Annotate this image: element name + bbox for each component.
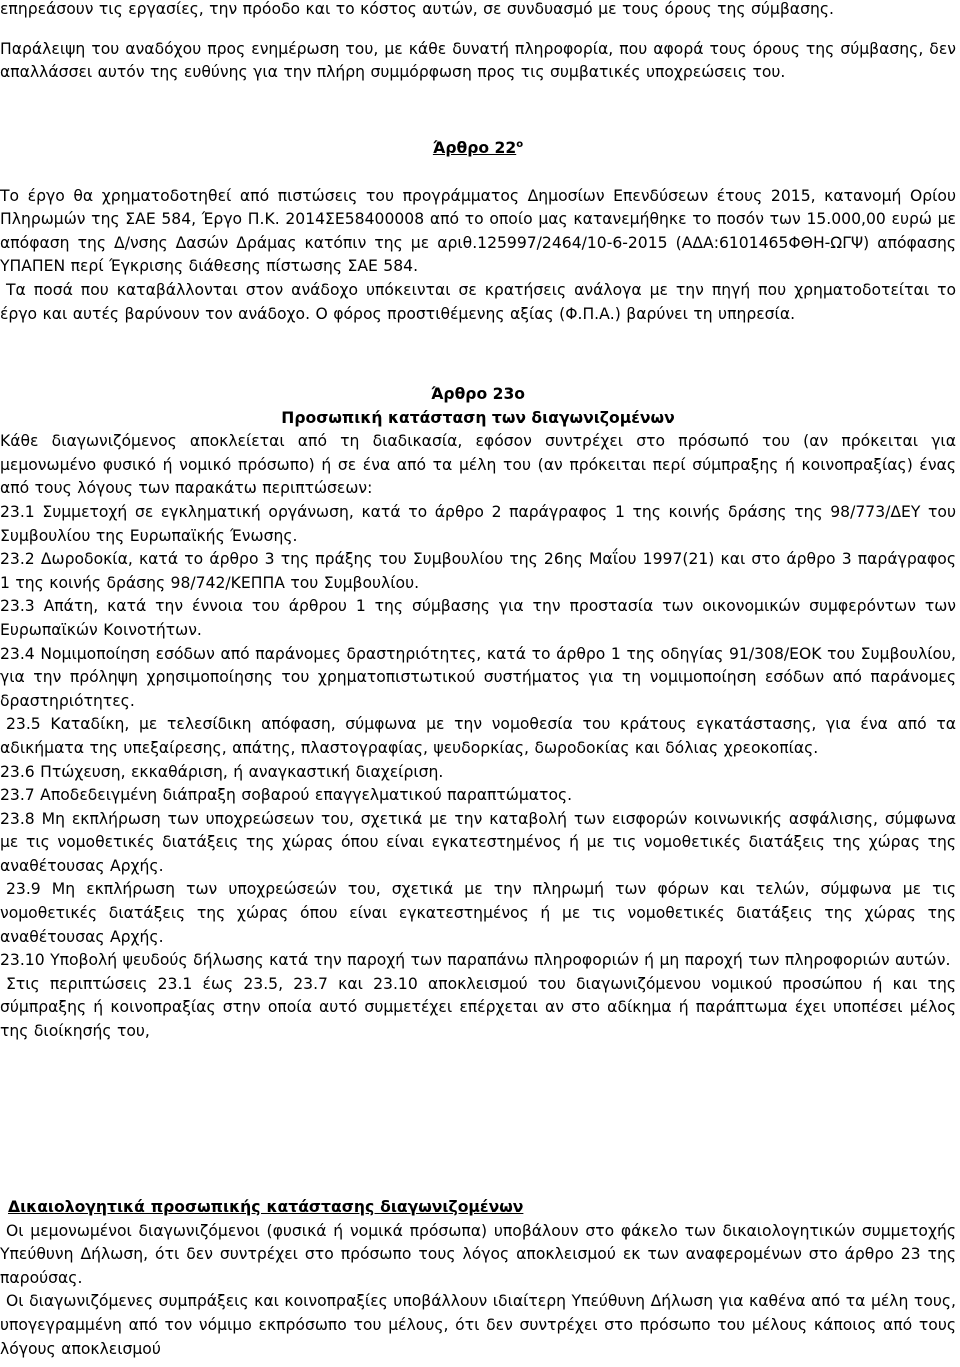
- documents-heading: [0, 1196, 956, 1220]
- documents-joint: Οι διαγωνιζόμενες συμπράξεις και κοινοπραξίες υποβάλλουν ιδιαίτερη Υπεύθυνη Δήλωση για καθένα από τα μέλη τους, υπογεγραμμένη από τον νόμιμο εκπρόσωπο του μέλους, ότι δεν συντρέχει στο πρόσωπο του μέλους κάποιος από τους λόγους αποκλεισμού: [0, 1292, 956, 1358]
- list-item-23-1: 23.1 Συμμετοχή σε εγκληματική οργάνωση, κατά το άρθρο 2 παράγραφος 1 της κοινής δράσης της 98/773/ΔΕΥ του Συμβουλίου της Ευρωπαϊκής Ένωσης.: [0, 502, 956, 545]
- list-item-23-2: 23.2 Δωροδοκία, κατά το άρθρο 3 της πράξης του Συμβουλίου της 26ης Μαΐου 1997(21) και στο άρθρο 3 παράγραφος 1 της κοινής δράσης 98/742/ΚΕΠΠΑ του Συμβουλίου.: [0, 550, 956, 592]
- intro-omission: Παράλειψη του αναδόχου προς ενημέρωση του, με κάθε δυνατή πληροφορία, που αφορά τους όρους της σύμβασης, δεν απαλλάσσει αυτόν της ευθύνης για την πλήρη συμμόρφωση προς τις συμβατικές υποχρεώσεις του.: [0, 39, 956, 82]
- list-item-23-3: 23.3 Απάτη, κατά την έννοια του άρθρου 1 της σύμβασης για την προστασία των οικονομικών συμφερόντων των Ευρωπαϊκών Κοινοτήτων.: [0, 597, 956, 639]
- intro-continuation: επηρεάσουν τις εργασίες, την πρόοδο και το κόστος αυτών, σε συνδυασμό με τους όρους της σύμβασης.: [0, 0, 834, 18]
- list-item-23-5: 23.5 Καταδίκη, με τελεσίδικη απόφαση, σύμφωνα με την νομοθεσία του κράτους εγκατάστασης, για ένα από τα αδικήματα της υπεξαίρεσης, απάτης, πλαστογραφίας, ψευδορκίας, δωροδοκίας και δόλιας χρεοκοπίας.: [0, 715, 956, 757]
- article-23-closing: Στις περιπτώσεις 23.1 έως 23.5, 23.7 και 23.10 αποκλεισμού του διαγωνιζόμενου νομικού προσώπου ή και της σύμπραξης ή κοινοπραξίας στην οποία αυτό συμμετέχει επέρχεται αν στο αδίκημα ή παράπτωμα έχει υποπέσει μέλος της διοίκησής του,: [0, 974, 956, 1041]
- article-22-heading: [0, 137, 956, 161]
- article-23-subheading: Προσωπική κατάσταση των διαγωνιζομένων: [281, 408, 675, 427]
- article-22-funding: Το έργο θα χρηματοδοτηθεί από πιστώσεις του προγράμματος Δημοσίων Επενδύσεων έτους 2015, κατανομή Ορίου Πληρωμών της ΣΑΕ 584, Έργο Π.Κ. 2014ΣΕ58400008 από το οποίο μας κατανεμήθηκε το ποσόν των 15.000,00 ευρώ με απόφαση της Δ/νσης Δασών Δράμας κατόπιν της με αριθ.125997/2464/10-6-2015 (ΑΔΑ:6101465ΦΘΗ-ΩΓΨ) απόφασης ΥΠΑΠΕΝ περί Έγκρισης διάθεσης πίστωσης ΣΑΕ 584.: [0, 186, 956, 276]
- list-item-23-9: 23.9 Μη εκπλήρωση των υποχρεώσεών του, σχετικά με την πληρωμή των φόρων και τελών, σύμφωνα με τις νομοθετικές διατάξεις της χώρας όπου είναι εγκατεστημένος ή με τις νομοθετικές διατάξεις της χώρας της αναθέτουσας Αρχής.: [0, 880, 956, 946]
- article-22-ordinal: ο: [516, 138, 524, 150]
- article-22-heading-text: Άρθρο 22: [432, 139, 517, 157]
- documents-section: [0, 1196, 956, 1361]
- article-22: [0, 137, 956, 326]
- article-23-heading: Άρθρο 23ο: [430, 385, 526, 403]
- list-item-23-8: 23.8 Μη εκπλήρωση των υποχρεώσεων του, σχετικά με την καταβολή των εισφορών κοινωνικής ασφάλισης, σύμφωνα με τις νομοθετικές διατάξεις της χώρας όπου είναι εγκατεστημένος ή με τις νομοθετικές διατάξεις της χώρας της αναθέτουσας Αρχής.: [0, 809, 956, 875]
- article-22-deductions: Τα ποσά που καταβάλλονται στον ανάδοχο υπόκεινται σε κρατήσεις ανάλογα με την πηγή που χρηματοδοτείται το έργο και αυτές βαρύνουν τον ανάδοχο. Ο φόρος προστιθέμενης αξίας (Φ.Π.Α.) βαρύνει τη υπηρεσία.: [0, 280, 956, 323]
- article-23-intro: Κάθε διαγωνιζόμενος αποκλείεται από τη διαδικασία, εφόσον συντρέχει στο πρόσωπό του (αν πρόκειται για μεμονωμένο φυσικό ή νομικό πρόσωπο) ή σε ένα από τα μέλη του (αν πρόκειται περί σύμπραξης ή κοινοπραξίας) ένας από τους λόγους των παρακάτω περιπτώσεων:: [0, 432, 956, 498]
- article-23: [0, 383, 956, 1044]
- list-item-23-4: 23.4 Νομιμοποίηση εσόδων από παράνομες δραστηριότητες, κατά το άρθρο 1 της οδηγίας 91/308/ΕΟΚ του Συμβουλίου, για την πρόληψη χρησιμοποίησης του χρηματοπιστωτικού συστήματος για τη νομιμοποίηση εσόδων από παράνομες δραστηριότητες.: [0, 644, 956, 710]
- intro-section: [0, 0, 956, 85]
- documents-heading-text: Δικαιολογητικά προσωπικής κατάστασης διαγωνιζομένων: [8, 1198, 524, 1216]
- list-item-23-10: 23.10 Υποβολή ψευδούς δήλωσης κατά την παροχή των παραπάνω πληροφοριών ή μη παροχή των πληροφοριών αυτών.: [0, 951, 951, 970]
- documents-individuals: Οι μεμονωμένοι διαγωνιζόμενοι (φυσικά ή νομικά πρόσωπα) υποβάλουν στο φάκελο των δικαιολογητικών συμμετοχής Υπεύθυνη Δήλωση, ότι δεν συντρέχει στο πρόσωπο τους λόγος αποκλεισμού εκ των αναφερομένων στο άρθρο 23 της παρούσας.: [0, 1221, 956, 1287]
- list-item-23-7: 23.7 Αποδεδειγμένη διάπραξη σοβαρού επαγγελματικού παραπτώματος.: [0, 786, 573, 805]
- list-item-23-6: 23.6 Πτώχευση, εκκαθάριση, ή αναγκαστική διαχείριση.: [0, 762, 444, 781]
